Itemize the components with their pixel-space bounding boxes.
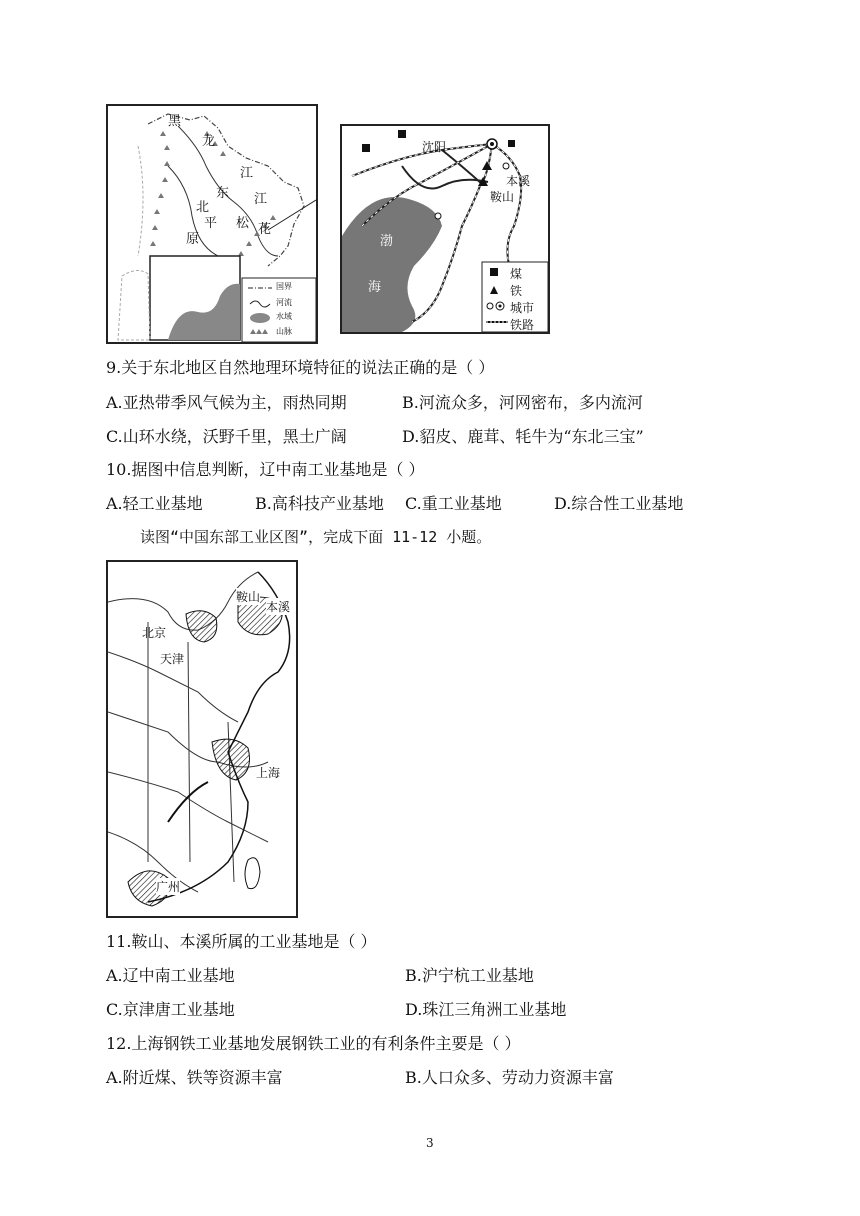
page-number: 3 — [426, 1136, 434, 1150]
q11-option-b: B.沪宁杭工业基地 — [405, 966, 534, 985]
city-shenyang: 沈阳 — [422, 140, 447, 154]
label-hua: 花 — [258, 222, 272, 237]
label-bei: 北 — [196, 200, 210, 215]
label-dong: 东 — [216, 186, 230, 201]
q9-stem: 9.关于东北地区自然地理环境特征的说法正确的是（ ） — [106, 358, 495, 377]
legend-iron-label: 铁 — [510, 284, 523, 298]
legend-border-label: 国界 — [276, 282, 292, 291]
label-yuan: 原 — [186, 232, 200, 247]
q9-option-d: D.貂皮、鹿茸、牦牛为“东北三宝” — [402, 427, 644, 446]
q10-option-c: C.重工业基地 — [405, 494, 502, 513]
legend-railway-label: 铁路 — [510, 318, 535, 332]
q12-stem: 12.上海钢铁工业基地发展钢铁工业的有利条件主要是（ ） — [106, 1034, 521, 1053]
q11-option-c: C.京津唐工业基地 — [106, 1000, 235, 1019]
q9-option-b: B.河流众多，河网密布，多内流河 — [402, 393, 643, 412]
q9-option-c: C.山环水绕，沃野千里，黑土广阔 — [106, 427, 347, 446]
label-hei: 黑 — [168, 114, 182, 129]
legend-water-label: 水域 — [276, 312, 292, 321]
liaoning-map — [340, 124, 550, 334]
east-china-industry-map — [106, 560, 298, 918]
section-intro: 读图“中国东部工业区图”，完成下面 11-12 小题。 — [140, 528, 492, 546]
q10-option-a: A.轻工业基地 — [106, 494, 203, 513]
q12-option-a: A.附近煤、铁等资源丰富 — [106, 1068, 283, 1087]
q10-option-b: B.高科技产业基地 — [255, 494, 384, 513]
region-guangzhou: 广州 — [156, 880, 181, 894]
legend-coal-label: 煤 — [510, 267, 523, 281]
region-tianjin: 天津 — [160, 652, 185, 666]
city-anshan: 鞍山 — [490, 190, 515, 204]
q12-option-b: B.人口众多、劳动力资源丰富 — [405, 1068, 614, 1087]
legend-mountain-label: 山脉 — [276, 327, 292, 336]
region-anshan: 鞍山 — [236, 590, 261, 604]
region-shanghai: 上海 — [256, 766, 281, 780]
legend-city-label: 城市 — [510, 301, 535, 315]
label-ping: 平 — [204, 216, 218, 231]
northeast-map — [106, 104, 318, 344]
legend-river-label: 河流 — [276, 298, 292, 307]
q11-stem: 11.鞍山、本溪所属的工业基地是（ ） — [106, 932, 377, 951]
sea-label-bo: 渤 — [380, 234, 394, 249]
label-jiang-2: 江 — [254, 192, 268, 207]
label-song: 松 — [236, 216, 250, 231]
city-benxi: 本溪 — [506, 174, 531, 188]
q11-option-d: D.珠江三角洲工业基地 — [405, 1000, 567, 1019]
q9-option-a: A.亚热带季风气候为主，雨热同期 — [106, 393, 347, 412]
east-china-map-drawing — [108, 562, 296, 916]
label-long: 龙 — [202, 134, 216, 149]
q11-option-a: A.辽中南工业基地 — [106, 966, 235, 985]
label-jiang-1: 江 — [240, 166, 254, 181]
q10-option-d: D.综合性工业基地 — [554, 494, 684, 513]
region-benxi: 本溪 — [266, 600, 291, 614]
sea-label-hai: 海 — [368, 280, 382, 295]
region-beijing: 北京 — [142, 626, 167, 640]
q10-stem: 10.据图中信息判断，辽中南工业基地是（ ） — [106, 460, 425, 479]
